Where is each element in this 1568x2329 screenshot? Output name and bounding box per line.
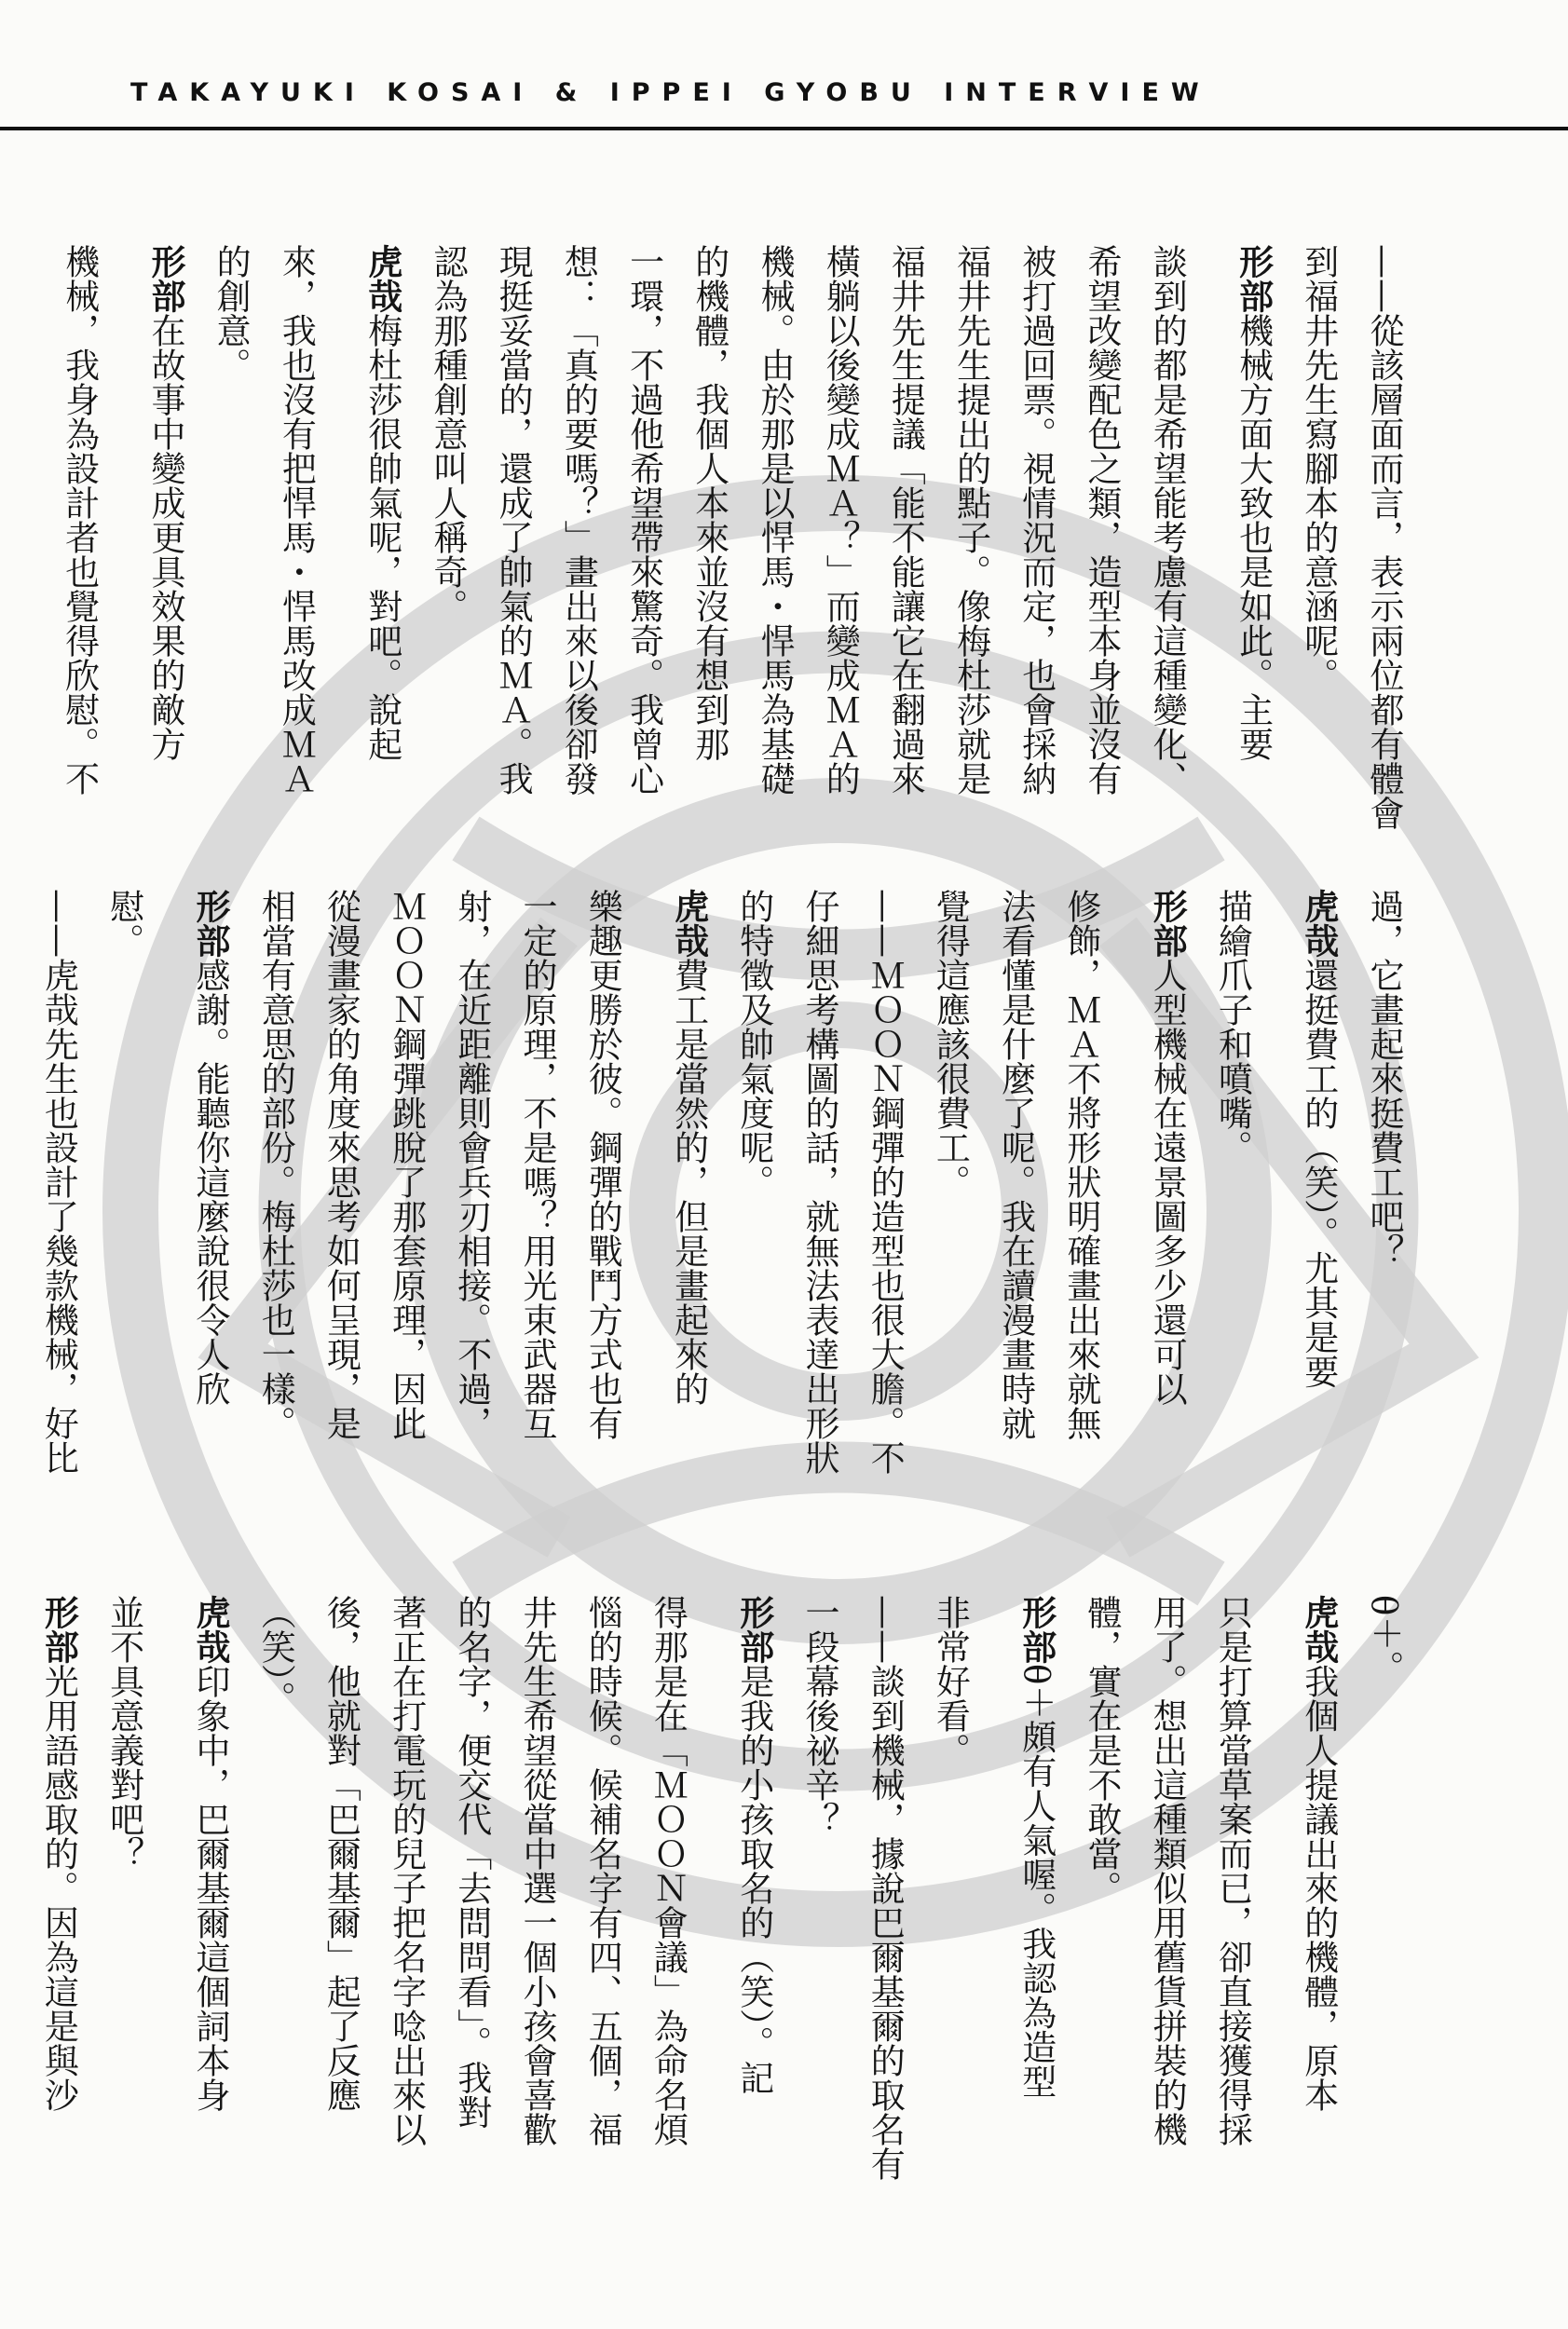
text-column xyxy=(439,889,504,1485)
text-column xyxy=(415,244,480,840)
text-column xyxy=(1351,1595,1416,2191)
text-column xyxy=(157,1595,242,2191)
text-column xyxy=(1134,1595,1199,2191)
text-column xyxy=(852,889,917,1485)
text-column xyxy=(1069,1595,1134,2191)
column-text: 過，它畫起來挺費工吧？ xyxy=(1364,889,1404,1268)
column-text: ——虎哉先生也設計了幾款機械，好比 xyxy=(38,889,79,1475)
text-column xyxy=(90,1595,156,2191)
text-column xyxy=(1003,244,1069,840)
text-column xyxy=(1069,244,1134,840)
column-text: 體，實在是不敢當。 xyxy=(1082,1595,1122,1905)
column-text: 修飾，ＭＡ不將形狀明確畫出來就無 xyxy=(1060,889,1101,1440)
column-text: 用了。想出這種類似用舊貨拼裝的機 xyxy=(1147,1595,1188,2146)
speaker-name: 形部 xyxy=(1016,1595,1057,1664)
column-text: 福井先生提議「能不能讓它在翻過來 xyxy=(885,244,926,796)
column-text: 被打過回票。視情況而定，也會採納 xyxy=(1016,244,1057,796)
speaker-name: 形部 xyxy=(38,1595,79,1664)
column-text: 非常好看。 xyxy=(930,1595,971,1767)
text-column xyxy=(242,1595,307,2191)
text-column xyxy=(982,1595,1068,2191)
column-text: （笑）。 xyxy=(255,1595,296,1716)
text-column xyxy=(1048,889,1113,1485)
column-text: θ＋。 xyxy=(1364,1595,1404,1685)
column-text: 到福井先生寫腳本的意涵呢。 xyxy=(1298,244,1339,692)
text-column xyxy=(373,889,438,1485)
text-column xyxy=(569,1595,634,2191)
column-text: 著正在打電玩的兒子把名字唸出來以 xyxy=(386,1595,427,2146)
text-column xyxy=(25,889,90,1485)
text-column xyxy=(198,244,263,840)
text-column xyxy=(480,244,545,840)
speaker-name: 虎哉 xyxy=(668,889,709,958)
column-text: 仔細思考構圖的話，就無法表達出形狀 xyxy=(799,889,839,1475)
column-text: 費工是當然的，但是畫起來的 xyxy=(668,958,709,1406)
column-text: 機械。由於那是以悍馬・悍馬為基礎 xyxy=(754,244,795,796)
column-text: 從漫畫家的角度來思考如何呈現，是 xyxy=(320,889,361,1440)
column-text: 相當有意思的部份。梅杜莎也一樣。 xyxy=(255,889,296,1440)
text-column xyxy=(634,889,720,1485)
column-text: 光用語感取的。因為這是與沙 xyxy=(38,1664,79,2112)
text-column xyxy=(1199,1595,1264,2191)
text-column xyxy=(1134,244,1199,840)
speaker-name: 虎哉 xyxy=(361,244,402,313)
column-text: 一環，不過他希望帶來驚奇。我曾心 xyxy=(623,244,664,796)
column-text: 描繪爪子和噴嘴。 xyxy=(1212,889,1253,1164)
text-block-top xyxy=(59,244,1416,840)
header-divider xyxy=(0,127,1568,130)
column-text: 福井先生提出的點子。像梅杜莎就是 xyxy=(950,244,991,796)
speaker-name: 形部 xyxy=(144,244,185,313)
text-column xyxy=(439,1595,504,2191)
text-block-bottom xyxy=(38,1595,1416,2191)
text-column xyxy=(1199,244,1285,840)
text-column xyxy=(5,1595,90,2191)
text-column xyxy=(1199,889,1264,1485)
column-text: 並不具意義對吧？ xyxy=(103,1595,144,1871)
text-column xyxy=(1351,244,1416,840)
column-text: 現挺妥當的，還成了帥氣的ＭＡ。我 xyxy=(493,244,534,796)
column-text: 印象中，巴爾基爾這個詞本身 xyxy=(189,1664,230,2112)
column-text: 在故事中變成更具效果的敵方 xyxy=(144,313,185,761)
column-text: 一定的原理，不是嗎？用光束武器互 xyxy=(517,889,557,1440)
column-text: 得那是在「ＭＯＯＮ會議」為命名煩 xyxy=(648,1595,689,2146)
text-column xyxy=(786,889,852,1485)
text-column xyxy=(807,244,872,840)
text-column xyxy=(307,889,373,1485)
text-column xyxy=(634,1595,700,2191)
text-column xyxy=(307,1595,373,2191)
column-text: ＭＯＯＮ鋼彈跳脫了那套原理，因此 xyxy=(386,889,427,1440)
column-text: ——從該層面而言，表示兩位都有體會 xyxy=(1364,244,1404,830)
text-column xyxy=(786,1595,852,2191)
text-column xyxy=(157,889,242,1485)
text-column xyxy=(90,889,156,1485)
column-text: 人型機械在遠景圖多少還可以 xyxy=(1147,958,1188,1406)
text-column xyxy=(1264,889,1350,1485)
column-text: 想：「真的要嗎？」畫出來以後卻發 xyxy=(558,244,599,796)
text-column xyxy=(700,1595,785,2191)
column-text: 只是打算當草案而已，卻直接獲得採 xyxy=(1212,1595,1253,2146)
speaker-name: 形部 xyxy=(1147,889,1188,958)
speaker-name: 形部 xyxy=(189,889,230,958)
column-text: 還挺費工的（笑）。尤其是要 xyxy=(1298,958,1339,1389)
text-column xyxy=(545,244,610,840)
column-text: 的機體，我個人本來並沒有想到那 xyxy=(689,244,729,761)
text-column xyxy=(373,1595,438,2191)
text-column xyxy=(852,1595,917,2191)
column-text: 是我的小孩取名的（笑）。記 xyxy=(733,1664,774,2095)
text-column xyxy=(328,244,414,840)
text-column xyxy=(504,1595,569,2191)
text-block-middle xyxy=(38,889,1416,1485)
column-text: 覺得這應該很費工。 xyxy=(930,889,971,1199)
column-text: 一段幕後祕辛？ xyxy=(799,1595,839,1836)
text-column xyxy=(742,244,807,840)
text-column xyxy=(721,889,786,1485)
text-column xyxy=(1351,889,1416,1485)
text-column xyxy=(1286,244,1351,840)
text-column xyxy=(917,1595,982,2191)
text-column xyxy=(872,244,937,840)
text-column xyxy=(610,244,675,840)
column-text: 慰。 xyxy=(103,889,144,958)
text-column xyxy=(676,244,742,840)
column-text: 橫躺以後變成ＭＡ？」而變成ＭＡ的 xyxy=(820,244,861,796)
column-text: 後，他就對「巴爾基爾」起了反應 xyxy=(320,1595,361,2112)
text-column xyxy=(917,889,982,1485)
column-text: θ＋頗有人氣喔。我認為造型 xyxy=(1016,1664,1057,2099)
text-column xyxy=(504,889,569,1485)
text-column xyxy=(1113,889,1199,1485)
column-text: 的特徵及帥氣度呢。 xyxy=(733,889,774,1199)
running-header-title: TAKAYUKI KOSAI & IPPEI GYOBU INTERVIEW xyxy=(130,78,1211,107)
column-text: 我個人提議出來的機體，原本 xyxy=(1298,1664,1339,2112)
column-text: 井先生希望從當中選一個小孩會喜歡 xyxy=(517,1595,557,2146)
text-column xyxy=(937,244,1002,840)
column-text: 惱的時候。候補名字有四、五個，福 xyxy=(582,1595,623,2146)
column-text: 機械方面大致也是如此。主要 xyxy=(1233,313,1274,761)
column-text: 射，在近距離則會兵刃相接。不過， xyxy=(451,889,492,1440)
column-text: 希望改變配色之類，造型本身並沒有 xyxy=(1082,244,1122,796)
column-text: 梅杜莎很帥氣呢，對吧。說起 xyxy=(361,313,402,761)
text-column xyxy=(46,244,111,840)
speaker-name: 虎哉 xyxy=(1298,889,1339,958)
text-column xyxy=(263,244,328,840)
column-text: 的名字，便交代「去問問看」。我對 xyxy=(451,1595,492,2130)
text-column xyxy=(112,244,198,840)
column-text: 談到的都是希望能考慮有這種變化、 xyxy=(1147,244,1188,796)
column-text: 樂趣更勝於彼。鋼彈的戰鬥方式也有 xyxy=(582,889,623,1440)
speaker-name: 形部 xyxy=(1233,244,1274,313)
column-text: 的創意。 xyxy=(211,244,252,382)
column-text: 認為那種創意叫人稱奇。 xyxy=(427,244,468,623)
column-text: ——談到機械，據說巴爾基爾的取名有 xyxy=(865,1595,906,2181)
text-column xyxy=(569,889,634,1485)
column-text: 感謝。能聽你這麼說很令人欣 xyxy=(189,958,230,1406)
text-column xyxy=(982,889,1047,1485)
column-text: 機械，我身為設計者也覺得欣慰。不 xyxy=(59,244,100,796)
text-column xyxy=(242,889,307,1485)
column-text: ——ＭＯＯＮ鋼彈的造型也很大膽。不 xyxy=(865,889,906,1475)
column-text: 來，我也沒有把悍馬・悍馬改成ＭＡ xyxy=(276,244,317,796)
column-text: 法看懂是什麼了呢。我在讀漫畫時就 xyxy=(995,889,1036,1440)
speaker-name: 虎哉 xyxy=(1298,1595,1339,1664)
speaker-name: 虎哉 xyxy=(189,1595,230,1664)
speaker-name: 形部 xyxy=(733,1595,774,1664)
text-column xyxy=(1264,1595,1350,2191)
